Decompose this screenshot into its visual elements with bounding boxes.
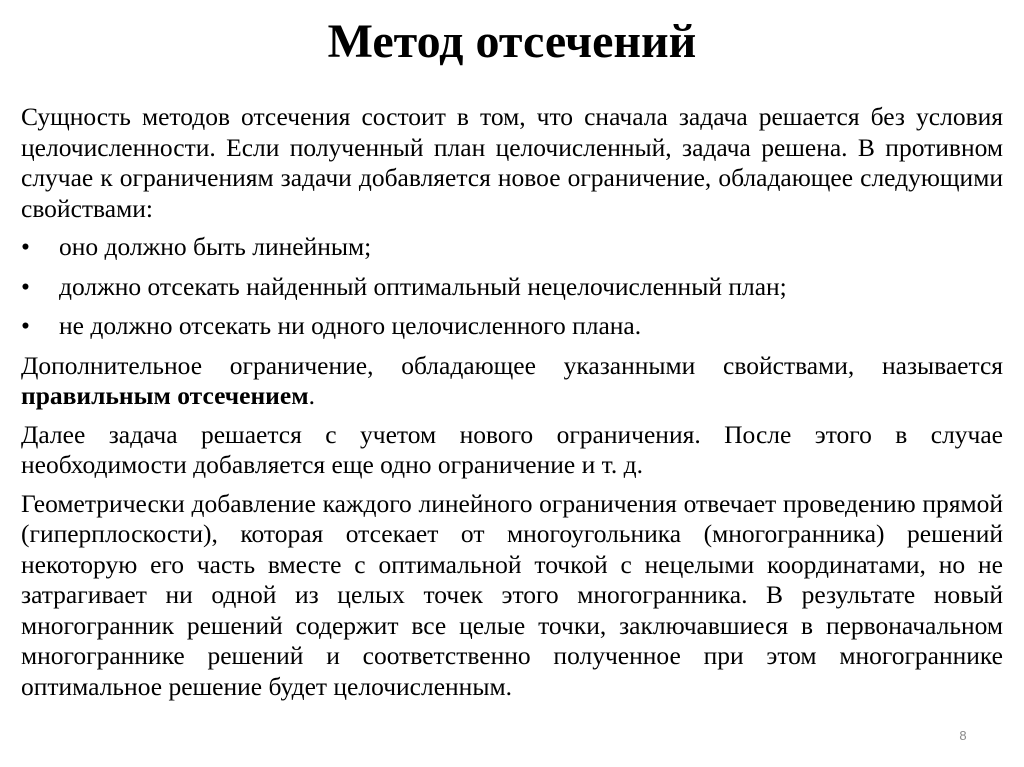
slide-title: Метод отсечений	[327, 15, 697, 68]
list-item-text: оно должно быть линейным;	[59, 232, 372, 261]
page-number: 8	[959, 728, 967, 743]
definition-paragraph	[21, 351, 1003, 412]
list-item-text: не должно отсекать ни одного целочисленного плана.	[59, 311, 642, 340]
list-item-text: должно отсекать найденный оптимальный нецелочисленный план;	[59, 271, 787, 301]
bullet-icon: •	[21, 232, 30, 261]
geometry-paragraph: Геометрически добавление каждого линейного ограничения отвечает проведению прямой (гиперплоскости), которая отсекает от многоугольника (многогранника) решений некоторую его часть вместе с оптимальной точкой с нецелыми координатами, но не затрагивает ни одной из целых точек этого многогранника. В результате новый многогранник решений содержит все целые точки, заключавшиеся в первоначальном многограннике решений и соответственно полученное при этом многограннике оптимальное решение будет целочисленным.	[21, 488, 1003, 701]
slide-body	[21, 102, 1003, 710]
bullet-icon: •	[21, 271, 30, 301]
definition-text: Дополнительное ограничение, обладающее указанными свойствами, называется	[21, 350, 1003, 380]
next-step-paragraph: Далее задача решается с учетом нового ограничения. После этого в случае необходимости добавляется еще одно ограничение и т. д.	[21, 419, 1003, 479]
list-item	[21, 311, 1003, 342]
list-item	[21, 232, 1003, 263]
intro-paragraph: Сущность методов отсечения состоит в том, что сначала задача решается без условия целочисленности. Если полученный план целочисленный, задача решена. В противном случае к ограничениям задачи добавляется новое ограничение, обладающее следующими свойствами:	[21, 102, 1003, 223]
definition-end: .	[308, 381, 315, 410]
bullet-icon: •	[21, 311, 30, 340]
list-item	[21, 272, 1003, 303]
definition-term: правильным отсечением	[21, 381, 309, 410]
properties-list	[21, 232, 1003, 342]
